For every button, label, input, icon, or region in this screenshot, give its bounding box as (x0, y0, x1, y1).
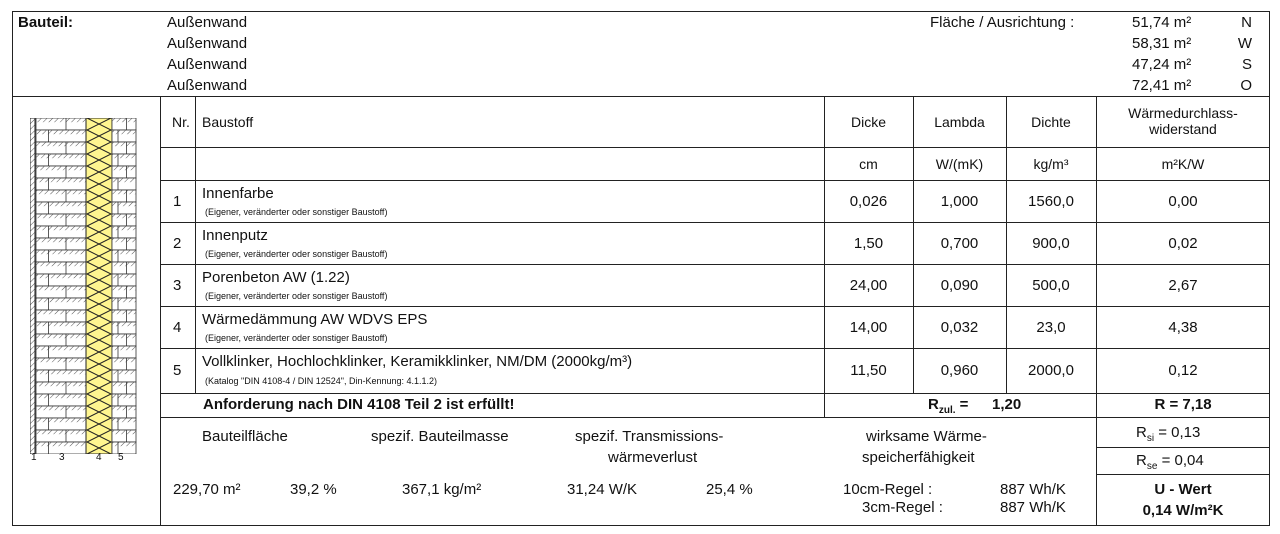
brick-hatch (112, 298, 136, 302)
row-material-name: Wärmedämmung AW WDVS EPS (202, 311, 428, 328)
orientation-1: N (1241, 14, 1252, 31)
orientation-2: W (1237, 35, 1252, 52)
component-name-4: Außenwand (167, 77, 248, 94)
brick-hatch (36, 118, 86, 122)
row-lambda: 0,960 (940, 362, 979, 379)
unit-density: kg/m³ (1033, 156, 1069, 172)
orientation-3: S (1241, 56, 1252, 73)
rsi-label: R (1136, 424, 1147, 441)
row-material-note: (Eigener, veränderter oder sonstiger Baustoff) (205, 207, 388, 217)
brick-hatch (112, 418, 136, 422)
brick-hatch (112, 130, 136, 134)
brick-hatch (36, 178, 86, 182)
brick-hatch (112, 274, 136, 278)
rsi-subscript: si (1146, 433, 1155, 444)
specific-mass-value: 367,1 kg/m² (402, 481, 482, 498)
brick-hatch (36, 370, 86, 374)
brick-hatch (36, 442, 86, 446)
row-material-name: Vollklinker, Hochlochklinker, Keramikklinker, NM/DM (2000kg/m³) (202, 353, 633, 370)
area-value-1: 51,74 m² (1132, 14, 1192, 31)
row-material-name: Innenputz (202, 227, 268, 244)
brick-hatch (112, 142, 136, 146)
brick-hatch (36, 190, 86, 194)
brick-hatch (36, 130, 86, 134)
brick-hatch (36, 310, 86, 314)
specific-mass-label: spezif. Bauteilmasse (371, 428, 509, 445)
brick-hatch (112, 382, 136, 386)
row2-top (160, 222, 1270, 223)
rule-3cm-value: 887 Wh/K (1000, 499, 1066, 516)
rse-subscript: se (1146, 461, 1158, 472)
row-resistance: 2,67 (1168, 277, 1198, 294)
layer-1-hatch (30, 118, 35, 454)
u-value: 0,14 W/m²K (1142, 502, 1224, 519)
brick-hatch (112, 202, 136, 206)
rzul-label: R (928, 396, 939, 413)
rzul-subscript: zul. (938, 405, 956, 416)
row-nr: 2 (173, 235, 182, 252)
brick-hatch (36, 322, 86, 326)
component-area-label: Bauteilfläche (202, 428, 288, 445)
brick-hatch (36, 250, 86, 254)
brick-hatch (112, 178, 136, 182)
component-area-percent: 39,2 % (290, 481, 337, 498)
brick-hatch (112, 154, 136, 158)
transmission-label-2: wärmeverlust (608, 449, 698, 466)
row-density: 500,0 (1032, 277, 1070, 294)
row-thickness: 0,026 (849, 193, 888, 210)
layer-number-4: 4 (96, 452, 102, 463)
transmission-label-1: spezif. Transmissions- (575, 428, 724, 445)
brick-hatch (112, 118, 136, 122)
brick-hatch (112, 334, 136, 338)
row-lambda: 1,000 (940, 193, 979, 210)
brick-hatch (112, 442, 136, 446)
heat-storage-label-1: wirksame Wärme- (866, 428, 987, 445)
rule-3cm-label: 3cm-Regel : (862, 499, 943, 516)
u-value-label: U - Wert (1154, 481, 1212, 498)
row-nr: 3 (173, 277, 182, 294)
component-name-3: Außenwand (167, 56, 248, 73)
brick-hatch (36, 214, 86, 218)
rzul-value: 1,20 (992, 396, 1022, 413)
diagram-divider (160, 96, 161, 526)
row4-top (160, 306, 1270, 307)
heat-storage-label-2: speicherfähigkeit (862, 449, 975, 466)
component-label: Bauteil: (18, 14, 74, 31)
rse-number: = 0,04 (1157, 452, 1204, 469)
row-nr: 4 (173, 319, 182, 336)
header-nr: Nr. (172, 114, 190, 130)
row-resistance: 0,00 (1168, 193, 1198, 210)
layer-number-3: 3 (59, 452, 65, 463)
row-nr: 5 (173, 362, 182, 379)
brick-hatch (112, 406, 136, 410)
brick-hatch (36, 358, 86, 362)
row-material-name: Innenfarbe (202, 185, 274, 202)
rse-value (1136, 452, 1204, 476)
brick-hatch (36, 346, 86, 350)
rule-10cm-label: 10cm-Regel : (843, 481, 933, 498)
brick-hatch (112, 430, 136, 434)
unit-resistance: m²K/W (1161, 156, 1205, 172)
header-thickness: Dicke (850, 114, 886, 130)
row-resistance: 0,12 (1168, 362, 1198, 379)
transmission-percent: 25,4 % (706, 481, 753, 498)
requirement-row-top (160, 393, 1270, 394)
row-lambda: 0,090 (940, 277, 979, 294)
rzul-equals: = (955, 396, 969, 413)
row-density: 900,0 (1032, 235, 1070, 252)
brick-hatch (112, 310, 136, 314)
row-lambda: 0,032 (940, 319, 979, 336)
brick-hatch (36, 238, 86, 242)
row-material-note: (Eigener, veränderter oder sonstiger Baustoff) (205, 291, 388, 301)
unit-thickness: cm (859, 156, 878, 172)
brick-hatch (36, 226, 86, 230)
area-value-3: 47,24 m² (1132, 56, 1192, 73)
row-resistance: 0,02 (1168, 235, 1198, 252)
header-resistance: Wärmedurchlass- widerstand (1128, 105, 1238, 137)
brick-hatch (112, 346, 136, 350)
row-material-note: (Katalog "DIN 4108-4 / DIN 12524", Din-Kennung: 4.1.1.2) (205, 376, 438, 386)
brick-hatch (112, 190, 136, 194)
row-thickness: 1,50 (853, 235, 884, 252)
row-density: 1560,0 (1028, 193, 1074, 210)
orientation-4: O (1240, 77, 1252, 94)
row-thickness: 11,50 (850, 362, 887, 379)
brick-hatch (112, 286, 136, 290)
layer-3-masonry (36, 118, 86, 454)
row-lambda: 0,700 (940, 235, 979, 252)
transmission-value: 31,24 W/K (567, 481, 638, 498)
brick-hatch (36, 166, 86, 170)
layer-number-5: 5 (118, 452, 124, 463)
brick-hatch (36, 286, 86, 290)
row-material-name: Porenbeton AW (1.22) (202, 269, 350, 286)
row-thickness: 24,00 (849, 277, 888, 294)
brick-hatch (112, 358, 136, 362)
requirement-text: Anforderung nach DIN 4108 Teil 2 ist erfüllt! (203, 396, 515, 413)
row-thickness: 14,00 (849, 319, 888, 336)
component-name-1: Außenwand (167, 14, 248, 31)
rule-10cm-value: 887 Wh/K (1000, 481, 1066, 498)
brick-hatch (36, 418, 86, 422)
brick-hatch (112, 166, 136, 170)
component-area-value: 229,70 m² (173, 481, 241, 498)
area-value-2: 58,31 m² (1132, 35, 1192, 52)
brick-hatch (36, 430, 86, 434)
row1-top (160, 180, 1270, 181)
brick-hatch (36, 154, 86, 158)
brick-hatch (112, 322, 136, 326)
layer-4-insulation (86, 118, 112, 454)
rsi-number: = 0,13 (1154, 424, 1201, 441)
header-density: Dichte (1031, 114, 1071, 130)
header-lambda: Lambda (934, 114, 985, 130)
brick-hatch (112, 394, 136, 398)
layer-5-clinker (112, 118, 136, 454)
brick-hatch (36, 406, 86, 410)
r-total: R = 7,18 (1154, 396, 1212, 413)
wall-section-diagram (30, 118, 138, 454)
row5-top (160, 348, 1270, 349)
brick-hatch (36, 202, 86, 206)
brick-hatch (112, 262, 136, 266)
brick-hatch (36, 334, 86, 338)
header-divider (12, 96, 1270, 97)
rse-label: R (1136, 452, 1147, 469)
brick-hatch (36, 274, 86, 278)
row-density: 23,0 (1036, 319, 1066, 336)
brick-hatch (36, 262, 86, 266)
rzul-formula (928, 396, 968, 420)
brick-hatch (36, 394, 86, 398)
row-density: 2000,0 (1028, 362, 1074, 379)
brick-hatch (36, 142, 86, 146)
row-resistance: 4,38 (1168, 319, 1198, 336)
layer-number-1: 1 (31, 452, 37, 463)
brick-hatch (112, 238, 136, 242)
row3-top (160, 264, 1270, 265)
row-nr: 1 (173, 193, 182, 210)
brick-hatch (36, 298, 86, 302)
area-value-4: 72,41 m² (1132, 77, 1192, 94)
brick-hatch (112, 250, 136, 254)
unit-lambda: W/(mK) (935, 156, 984, 172)
component-name-2: Außenwand (167, 35, 248, 52)
brick-hatch (36, 382, 86, 386)
brick-hatch (112, 370, 136, 374)
brick-hatch (112, 214, 136, 218)
summary-top (160, 417, 1270, 418)
units-row-top (160, 147, 1270, 148)
row-material-note: (Eigener, veränderter oder sonstiger Baustoff) (205, 249, 388, 259)
area-orientation-label: Fläche / Ausrichtung : (930, 14, 1075, 31)
rsi-value (1136, 424, 1200, 448)
row-material-note: (Eigener, veränderter oder sonstiger Baustoff) (205, 333, 388, 343)
header-material: Baustoff (202, 114, 254, 130)
brick-hatch (112, 226, 136, 230)
